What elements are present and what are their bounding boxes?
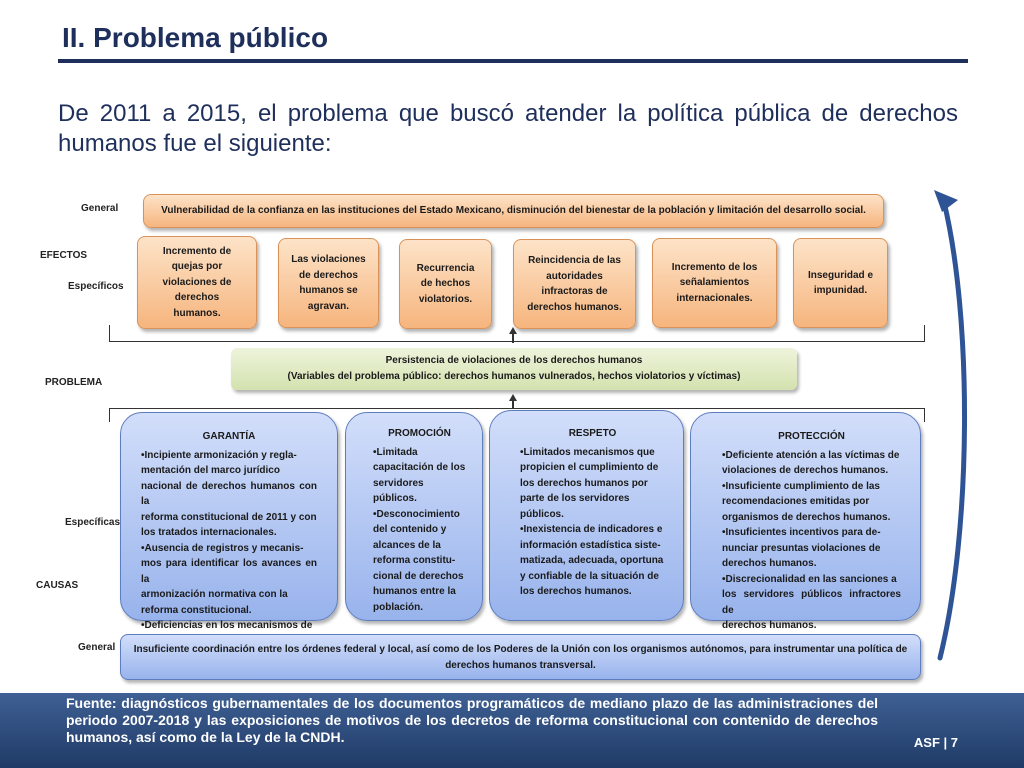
cause-line: los tratados internacionales.	[141, 527, 277, 538]
cause-line: •Deficiente atención a las víctimas de	[722, 449, 900, 461]
cause-line: •Incipiente armonización y regla-	[141, 449, 297, 461]
cause-line: nunciar presuntas violaciones de	[722, 542, 881, 554]
label-efectos: EFECTOS	[40, 250, 88, 261]
cause-line: población.	[373, 601, 423, 613]
label-problema: PROBLEMA	[45, 377, 103, 388]
cause-line: reforma constitucional de 2011 y con	[141, 511, 317, 523]
arrow-up-icon	[509, 394, 517, 401]
problem-variables: (Variables del problema público: derechos humanos vulnerados, hechos violatorios y víctimas)	[287, 370, 741, 382]
general-cause-line: Insuficiente coordinación entre los órdenes federal y local, así como de los Poderes de la Unión con los organismos autónomos, para instrumentar una política de	[133, 644, 908, 655]
effect-line: Incremento de	[162, 245, 232, 257]
cause-line: armonización normativa con la	[141, 589, 288, 600]
effects-bracket	[109, 325, 925, 342]
cause-line: información estadística siste-	[520, 539, 661, 551]
cause-title: GARANTÍA	[202, 431, 256, 442]
cause-title: RESPETO	[568, 428, 617, 439]
effect-line: agravan.	[307, 300, 350, 312]
cause-line: los derechos humanos.	[520, 586, 632, 597]
cause-line: reforma constitucional.	[141, 604, 252, 616]
cause-line: •Limitada	[373, 446, 418, 458]
cause-box-garantia	[120, 412, 338, 631]
cause-line: recomendaciones emitidas por	[722, 496, 870, 507]
cause-line: derechos humanos.	[722, 558, 817, 569]
cause-line: violaciones de derechos humanos.	[722, 465, 889, 476]
effect-box	[399, 239, 492, 329]
effect-line: humanos se	[299, 285, 358, 296]
cause-line: los derechos humanos por	[520, 477, 648, 489]
arrow-up-icon	[509, 327, 517, 334]
cause-line: parte de los servidores	[520, 493, 630, 504]
effect-box	[278, 238, 379, 328]
effect-line: Las violaciones	[291, 254, 366, 265]
cause-line: servidores públicos.	[373, 477, 424, 504]
cause-line: •Ausencia de registros y mecanis-	[141, 542, 304, 554]
cause-line: •Limitados mecanismos que	[520, 446, 655, 458]
cause-line: humanos entre la	[373, 586, 456, 597]
label-general-causes: General	[78, 642, 116, 653]
cause-line: nacional de derechos humanos con la	[141, 480, 317, 507]
effect-line: Recurrencia	[416, 262, 475, 274]
cause-line: alcances de la	[373, 539, 441, 551]
cause-line: propicien el cumplimiento de	[520, 462, 659, 473]
label-especificas: Específicas	[65, 517, 121, 528]
cause-box-proteccion	[690, 412, 921, 631]
problem-line: Persistencia de violaciones de los derechos humanos	[385, 355, 643, 366]
general-effect-box	[143, 194, 884, 228]
effect-box	[652, 238, 777, 328]
cause-line: •Insuficientes incentivos para de-	[722, 527, 881, 538]
cause-line: •Desconocimiento	[373, 508, 460, 520]
cause-line: •Insuficiente cumplimiento de las	[722, 480, 880, 492]
effect-line: Inseguridad e	[807, 269, 873, 281]
effect-line: derechos	[174, 292, 220, 304]
effect-line: infractoras de	[541, 286, 608, 297]
effect-line: señalamientos	[679, 277, 750, 289]
page-title: II. Problema público	[62, 22, 329, 53]
cause-line: mos para identificar los avances en la	[141, 558, 317, 585]
feedback-arrow-icon	[930, 188, 980, 666]
cause-title: PROMOCIÓN	[388, 428, 451, 439]
cause-line: mentación del marco jurídico	[141, 465, 280, 476]
label-general-effects: General	[81, 203, 119, 214]
connector-line	[512, 333, 514, 343]
general-effect-text: Vulnerabilidad de la confianza en las instituciones del Estado Mexicano, disminución del bienestar de la población y limitación del desarrollo social.	[161, 205, 866, 217]
title-underline	[58, 59, 968, 63]
label-especificos: Específicos	[68, 281, 124, 292]
effect-line: autoridades	[546, 270, 603, 282]
cause-line: reforma constitu-	[373, 555, 456, 566]
intro-text: De 2011 a 2015, el problema que buscó atender la política pública de derechos humanos fue el siguiente:	[58, 100, 958, 157]
cause-title: PROTECCIÓN	[778, 431, 845, 442]
cause-line: cional de derechos	[373, 570, 464, 582]
cause-box-respeto	[489, 410, 684, 621]
label-causas: CAUSAS	[36, 580, 79, 591]
effect-line: de hechos	[420, 278, 471, 290]
effect-box	[513, 239, 636, 329]
effect-box	[793, 238, 888, 328]
effect-line: impunidad.	[813, 285, 868, 296]
cause-line: •Deficiencias en los mecanismos de	[141, 620, 313, 631]
cause-line: públicos.	[520, 508, 564, 520]
cause-box-promocion	[345, 412, 483, 621]
cause-line: organismos de derechos humanos.	[722, 511, 891, 523]
effect-line: Incremento de los	[671, 261, 758, 273]
cause-line: y confiable de la situación de	[520, 570, 659, 582]
page-number: ASF | 7	[913, 735, 958, 750]
general-cause-line: derechos humanos transversal.	[445, 659, 596, 671]
cause-line: derechos humanos.	[722, 620, 817, 631]
effect-line: humanos.	[173, 307, 221, 319]
general-cause-box	[120, 634, 921, 680]
effect-line: derechos humanos.	[527, 301, 622, 313]
cause-line: •Discrecionalidad en las sanciones a	[722, 573, 897, 585]
cause-line: •Inexistencia de indicadores e	[520, 524, 663, 535]
cause-line: los servidores públicos infractores de	[722, 589, 901, 616]
footer-source: Fuente: diagnósticos gubernamentales de los documentos programáticos de mediano plazo de las administraciones del periodo 2007-2018 y las exposiciones de motivos de los decretos de reforma constitucional con contenido de derechos humanos, así como de la Ley de la CNDH.	[66, 695, 878, 745]
effect-line: violatorios.	[418, 293, 473, 305]
cause-line: capacitación de los	[373, 462, 466, 473]
effect-line: quejas por	[171, 261, 223, 273]
effect-box	[137, 236, 257, 329]
effect-line: violaciones de	[162, 276, 232, 288]
problem-box	[231, 348, 797, 390]
effect-line: de derechos	[299, 269, 358, 281]
cause-line: del contenido y	[373, 524, 447, 535]
effect-line: Reincidencia de las	[528, 255, 621, 266]
cause-line: matizada, adecuada, oportuna	[520, 555, 664, 566]
effect-line: internacionales.	[676, 292, 753, 304]
